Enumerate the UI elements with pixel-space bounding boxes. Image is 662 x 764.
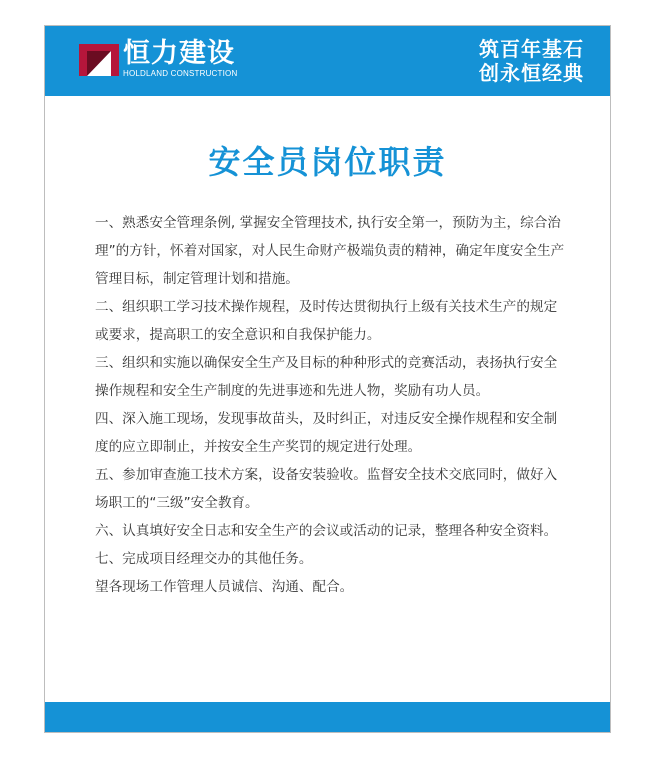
logo-chinese-name: 恒力建设 [123,38,235,69]
slogan [479,37,584,85]
slogan-line-1: 筑百年基石 [479,37,584,61]
duty-paragraph-2: 二、组织职工学习技术操作规程，及时传达贯彻执行上级有关技术生产的规定或要求，提高职工的安全意识和自我保护能力。 [95,299,558,343]
duty-paragraph-1: 一、熟悉安全管理条例, 掌握安全管理技术, 执行安全第一，预防为主，综合治理”的方针，怀着对国家，对人民生命财产极端负责的精神，确定年度安全生产管理目标，制定管理计划和措施。 [95,215,565,287]
footer-bar [45,702,610,732]
logo-english-name: HOLDLAND CONSTRUCTION [123,69,238,78]
duty-paragraph-7: 七、完成项目经理交办的其他任务。 [95,551,313,567]
safety-officer-duties-sign [44,25,611,733]
duty-paragraph-6: 六、认真填好安全日志和安全生产的会议或活动的记录，整理各种安全资料。 [95,523,558,539]
page-title: 安全员岗位职责 [208,143,447,181]
holdland-logo-icon [79,44,119,76]
slogan-line-2: 创永恒经典 [479,61,584,85]
duty-paragraph-3: 三、组织和实施以确保安全生产及目标的种种形式的竞赛活动，表扬执行安全操作规程和安全生产制度的先进事迹和先进人物，奖励有功人员。 [95,355,558,399]
duty-paragraph-5: 五、参加审查施工技术方案，设备安装验收。监督安全技术交底同时，做好入场职工的“三级”安全教育。 [95,467,558,511]
duty-paragraph-4: 四、深入施工现场，发现事故苗头，及时纠正，对违反安全操作规程和安全制度的应立即制止，并按安全生产奖罚的规定进行处理。 [95,411,558,455]
header-bar [45,26,610,96]
closing-remark: 望各现场工作管理人员诚信、沟通、配合。 [95,579,354,595]
duties-body [95,209,565,601]
